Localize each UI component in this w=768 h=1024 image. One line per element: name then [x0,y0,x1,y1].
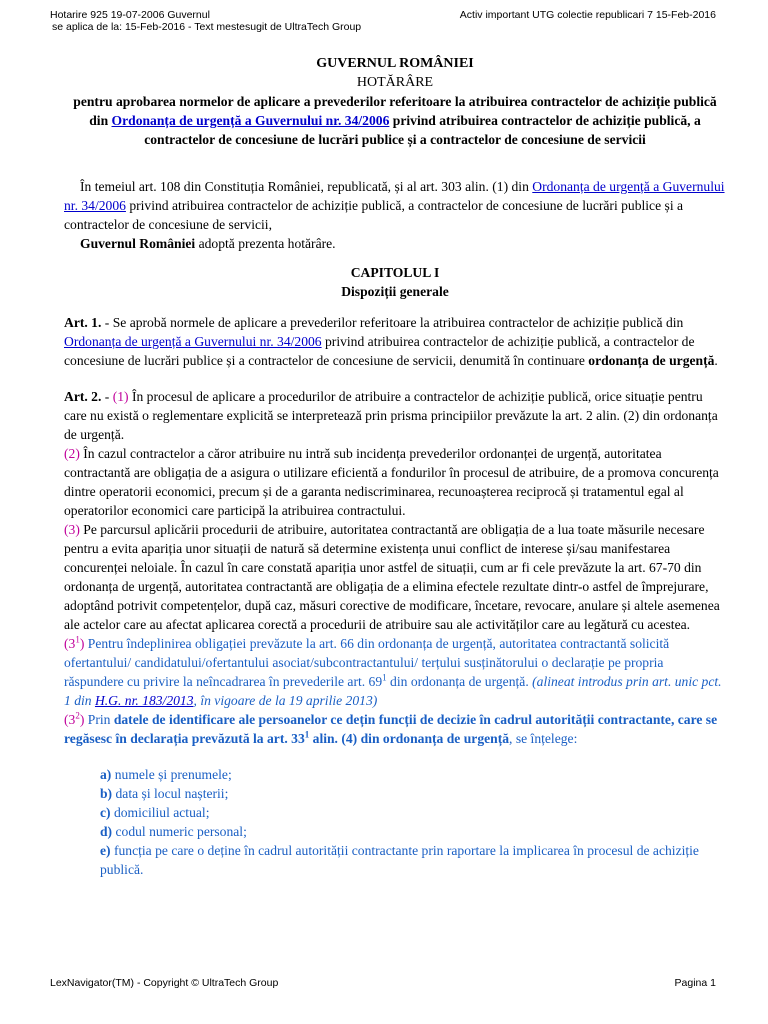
title-ordinance-link[interactable]: Ordonanța de urgență a Guvernului nr. 34/2006 [111,113,390,128]
paragraph-1-text: În procesul de aplicare a procedurilor de atribuire a contractelor de achiziție publică, orice situație pentru care nu există o reglementare explicită se interpretează prin prisma principiilor prevăzute la art. 2 alin. (2) din ordonanța de urgență. [64,389,718,442]
issuer: GUVERNUL ROMÂNIEI [316,56,474,71]
list-item: c) domiciliul actual; [100,805,210,820]
list-item: d) codul numeric personal; [100,824,247,839]
adoption-formula [64,234,726,253]
amendment-note: (alineat introdus prin art. unic pct. 1 din H.G. nr. 183/2013, în vigoare de la 19 aprilie 2013) [64,674,722,708]
paragraph-3-1-text: Pentru îndeplinirea obligației prevăzute la art. 66 din ordonanța de urgență, autoritatea contractantă solicită ofertantului/ candidatului/ofertantului asociat/subcontractantului/ terțului susținătorului o declarație pe propria răspundere cu privire la neîncadrarea în prevederile art. 69 [64,636,670,689]
article-1-end: . [714,353,718,368]
list-item: b) data și locul nașterii; [100,786,229,801]
header-act-title: Hotarire 925 19-07-2006 Guvernul [50,9,210,21]
article-1-ordinance-link[interactable]: Ordonanța de urgență a Guvernului nr. 34/2006 [64,334,322,349]
paragraph-3-1-text-end: din ordonanța de urgență. [386,674,533,689]
paragraph-number-1: (1) [112,389,129,404]
article-1-defined-term: ordonanța de urgență [588,353,715,368]
article-2-dash: - [101,389,113,404]
title-text: pentru aprobarea normelor de aplicare a prevederilor referitoare la atribuirea contractelor de achiziție publică din [73,94,717,128]
superscript: 1 [382,672,387,683]
article-2-paragraph-1 [64,387,726,444]
paragraph-3-2-end: , se înțelege: [509,731,578,746]
document-body [64,54,726,879]
superscript: 1 [304,729,310,740]
paragraph-3-2-bold: datele de identificare ale persoanelor ce dețin funcții de decizie în cadrul autorității contractante, care se regăsesc în declarația prevăzută la art. 33 [64,712,718,746]
adoption-text: adoptă prezenta hotărâre. [195,236,336,251]
identification-data-list [64,765,726,879]
article-2-paragraph-3 [64,520,726,634]
document-title [64,92,726,149]
article-2-paragraph-3-2 [64,710,726,748]
page-number: Pagina 1 [674,977,716,989]
hg-183-2013-link[interactable]: H.G. nr. 183/2013 [94,693,194,708]
list-item: a) numele și prenumele; [100,767,232,782]
list-item: e) funcția pe care o deține în cadrul autorității contractante prin raportare la implicarea în procesul de achiziție publică. [100,843,699,877]
article-2-paragraph-2 [64,444,726,520]
article-1 [64,313,726,370]
paragraph-2-text: În cazul contractelor a căror atribuire nu intră sub incidența prevederilor ordonanței de urgență, autoritatea contractantă are obligația de a asigura o utilizare eficientă a fondurilor în procesul de atribuire, de a promova concurența dintre operatorii economici, precum și de a garanta nediscriminarea, recunoașterea reciprocă și tratamentul egal al operatorilor economici care participă la atribuirea contractului. [64,446,719,518]
preamble-text: În temeiul art. 108 din Constituția României, republicată, și al art. 303 alin. (1) din [80,179,533,194]
paragraph-3-2-bold-end: alin. (4) din ordonanța de urgență [309,731,510,746]
header-applicability: se aplica de la: 15-Feb-2016 - Text mestesugit de UltraTech Group [52,21,362,33]
paragraph-3-2-prefix: Prin [84,712,114,727]
government-name: Guvernul României [80,236,196,251]
article-2-label: Art. 2. [64,389,102,404]
article-2-paragraph-3-1 [64,634,726,710]
header-collection: Activ important UTG colectie republicari 7 15-Feb-2016 [459,9,716,21]
article-1-text: - Se aprobă normele de aplicare a prevederilor referitoare la atribuirea contractelor de achiziție publică din [101,315,684,330]
paragraph-number-3-1: $(3^1)$ [64,634,85,651]
paragraph-number-3-2: $(3^2)$ [64,710,85,727]
paragraph-number-2: (2) [64,446,80,461]
title-text-end: privind atribuirea contractelor de achiziție publică, a contractelor de concesiune de lucrări publice și a contractelor de concesiune de servicii [144,113,701,147]
paragraph-3-text: Pe parcursul aplicării procedurii de atribuire, autoritatea contractantă are obligația de a lua toate măsurile necesare pentru a evita apariția unor situații de natură să determine existența unui conflict de interese și/sau manifestarea concurenței neloiale. În cazul în care constată apariția unor astfel de situații, cum ar fi cele prevăzute la art. 67-70 din ordonanța de urgență, autoritatea contractantă are obligația de a elimina efectele rezultate dintr-o astfel de împrejurare, adoptând potrivit competențelor, după caz, măsuri corective de modificare, încetare, revocare, anulare și altele asemenea ale actelor care au afectat aplicarea corectă a procedurii de atribuire sau ale activităților care au legătură cu acestea. [64,522,720,632]
chapter-heading: CAPITOLUL I [350,265,440,280]
paragraph-number-3: (3) [64,522,80,537]
footer-copyright: LexNavigator(TM) - Copyright © UltraTech Group [50,977,279,989]
preamble-ordinance-link[interactable]: Ordonanța de urgență a Guvernului nr. 34/2006 [64,179,725,213]
article-1-text-cont: privind atribuirea contractelor de achiziție publică, a contractelor de concesiune de lucrări publice și a contractelor de concesiune de servicii, denumită în continuare [64,334,695,368]
preamble-text-end: privind atribuirea contractelor de achiziție publică, a contractelor de concesiune de lucrări publice și a contractelor de concesiune de servicii, [64,198,684,232]
preamble [64,177,726,234]
chapter-title: Dispoziții generale [341,284,449,299]
page-header-left [50,9,361,33]
document-type: HOTĂRÂRE [356,75,434,90]
article-1-label: Art. 1. [64,315,102,330]
